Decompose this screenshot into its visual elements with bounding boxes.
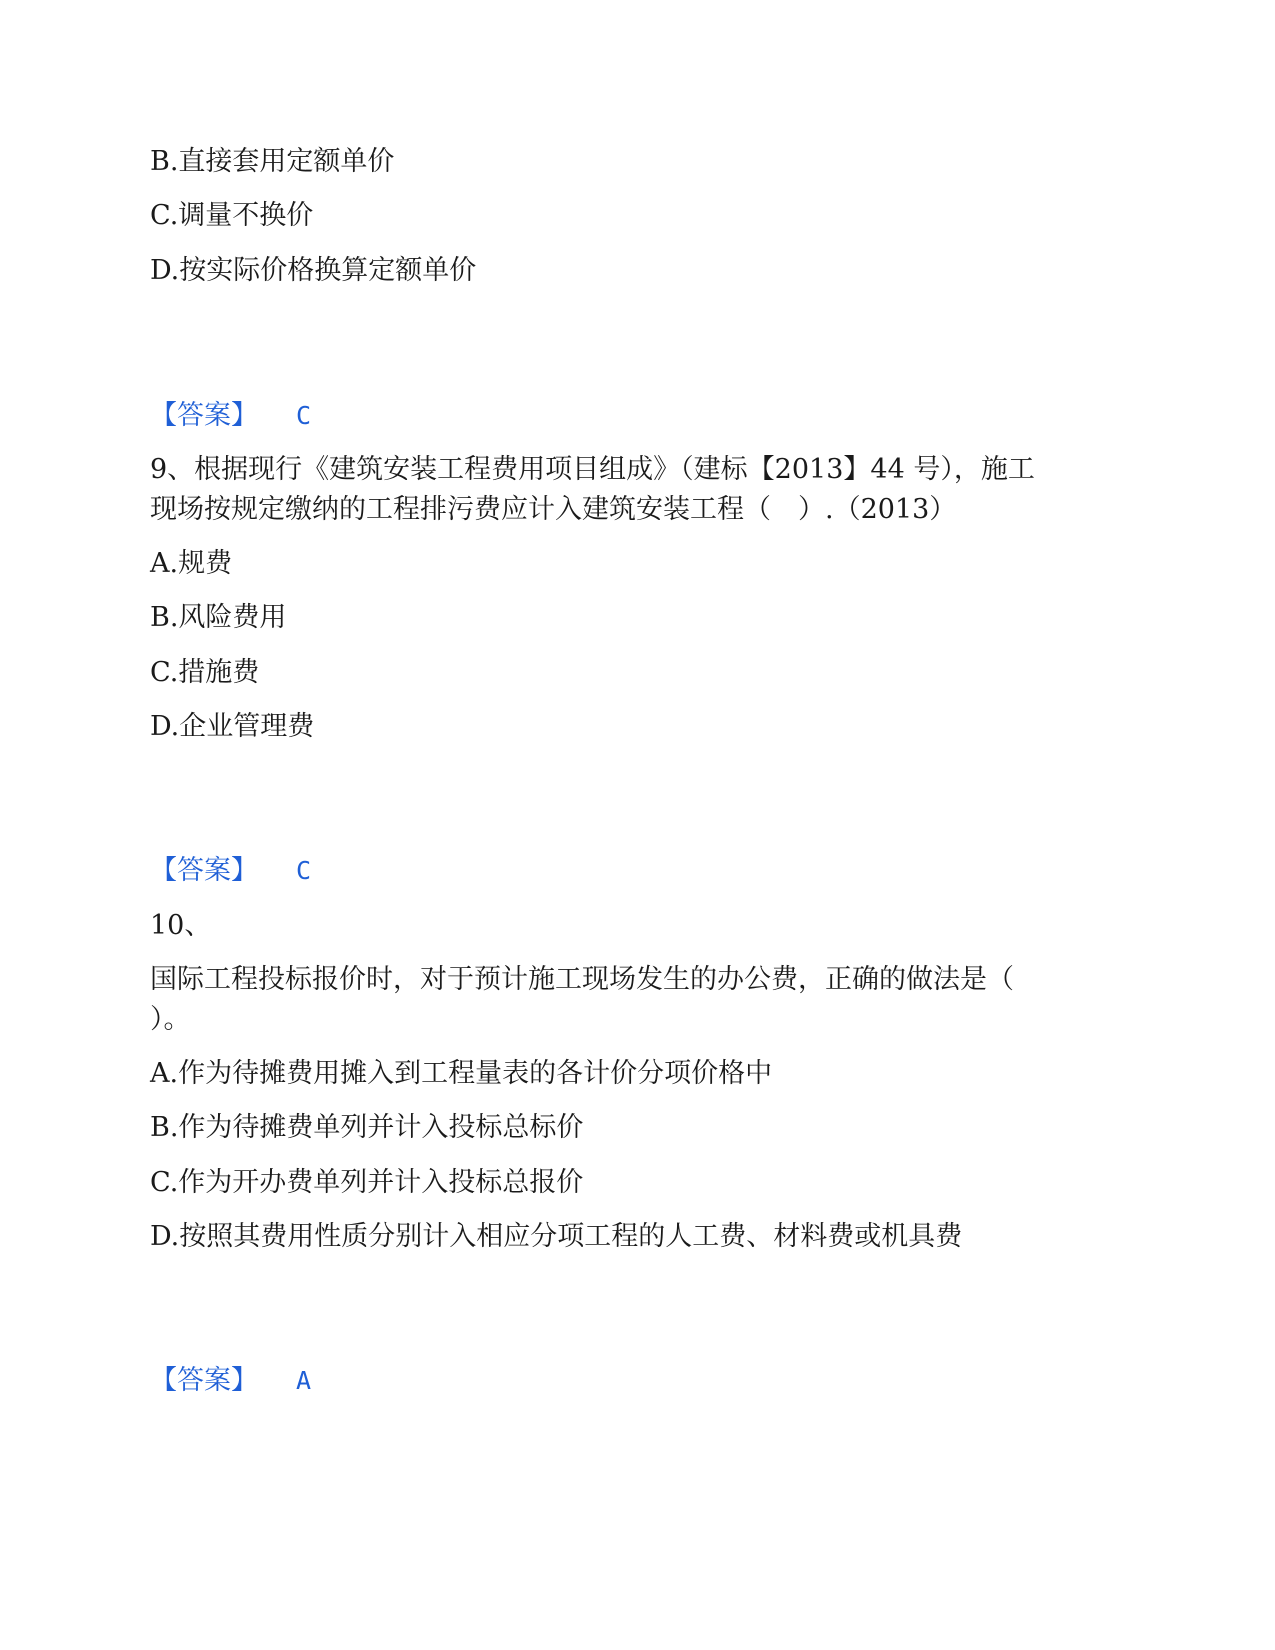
answer-label: 【答案】 — [150, 855, 258, 886]
question-9-answer-row — [150, 851, 311, 891]
question-10-option-d: D.按照其费用性质分别计入相应分项工程的人工费、材料费或机具费 — [150, 1221, 963, 1252]
question-10-stem-line1: 国际工程投标报价时，对于预计施工现场发生的办公费，正确的做法是（ — [150, 964, 1014, 995]
answer-label: 【答案】 — [150, 1365, 258, 1396]
question-10-stem-line2: ）。 — [150, 1004, 191, 1035]
question-9-stem-line2: 现场按规定缴纳的工程排污费应计入建筑安装工程（ ）.（2013） — [150, 494, 957, 525]
answer-value: C — [296, 401, 312, 430]
option-b: B.直接套用定额单价 — [150, 146, 395, 177]
answer-label: 【答案】 — [150, 400, 258, 431]
question-9-option-c: C.措施费 — [150, 657, 260, 688]
answer-value: A — [296, 1366, 312, 1395]
question-9-option-d: D.企业管理费 — [150, 711, 315, 742]
answer-value: C — [296, 856, 312, 885]
answer-row — [150, 396, 311, 436]
question-10-option-b: B.作为待摊费单列并计入投标总标价 — [150, 1112, 584, 1143]
question-10-answer-row — [150, 1361, 311, 1401]
question-9-stem-line1: 9、根据现行《建筑安装工程费用项目组成》（建标【2013】44 号），施工 — [150, 454, 1035, 485]
question-10-number: 10、 — [150, 910, 212, 941]
option-d: D.按实际价格换算定额单价 — [150, 255, 477, 286]
option-c: C.调量不换价 — [150, 200, 314, 231]
question-9-option-a: A.规费 — [150, 548, 233, 579]
question-10-option-a: A.作为待摊费用摊入到工程量表的各计价分项价格中 — [150, 1058, 773, 1089]
question-9-option-b: B.风险费用 — [150, 602, 287, 633]
question-10-option-c: C.作为开办费单列并计入投标总报价 — [150, 1167, 584, 1198]
